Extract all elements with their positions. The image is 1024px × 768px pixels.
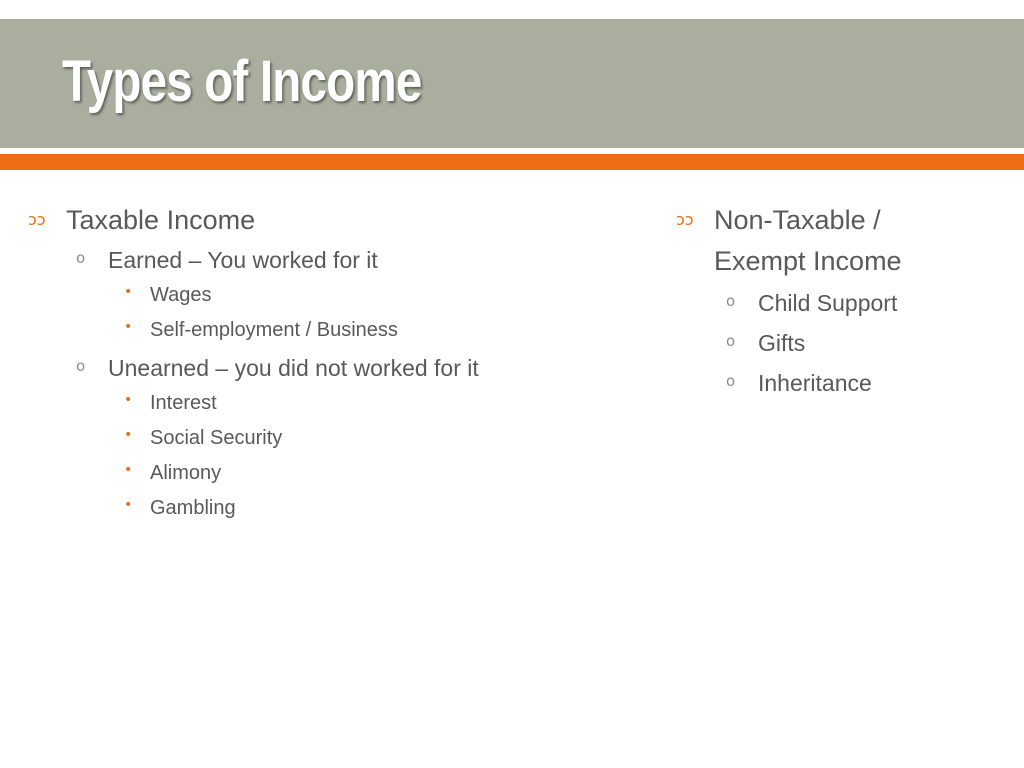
circle-bullet-icon: o [726,292,736,310]
list-item [124,492,628,525]
dot-bullet-icon: • [124,427,133,443]
dot-bullet-icon: • [124,392,133,408]
list-item-text: Gambling [150,497,236,519]
list-item [124,314,628,347]
taxable-income-heading: Taxable Income [66,205,256,235]
list-item-text: Wages [150,284,212,306]
circle-bullet-icon: o [726,332,736,350]
list-item-text: Interest [150,392,217,414]
bullet-unearned [76,351,628,385]
list-item [726,366,1006,400]
dot-bullet-icon: • [124,497,133,513]
bullet-non-taxable-income [676,200,1006,282]
list-item [124,457,628,490]
right-column [676,200,1006,400]
fleuron-bullet-icon: ↄↄ [676,210,694,229]
circle-bullet-icon: o [76,249,86,267]
earned-label: Earned – You worked for it [108,247,378,273]
circle-bullet-icon: o [726,372,736,390]
list-item-text: Social Security [150,427,283,449]
dot-bullet-icon: • [124,462,133,478]
list-item [124,387,628,420]
list-item [124,422,628,455]
bullet-earned [76,243,628,277]
circle-bullet-icon: o [76,357,86,375]
list-item [124,279,628,312]
non-taxable-heading-line2: Exempt Income [714,246,902,276]
list-item [726,286,1006,320]
dot-bullet-icon: • [124,284,133,300]
list-item-text: Inheritance [758,370,872,396]
non-taxable-heading-line1: Non-Taxable / [714,205,881,235]
list-item [726,326,1006,360]
non-taxable-heading [714,200,902,282]
list-item-text: Child Support [758,290,898,316]
fleuron-bullet-icon: ↄↄ [28,210,46,229]
list-item-text: Gifts [758,330,806,356]
list-item-text: Self-employment / Business [150,319,398,341]
bullet-taxable-income [28,200,628,241]
list-item-text: Alimony [150,462,222,484]
unearned-label: Unearned – you did not worked for it [108,355,479,381]
slide-title: Types of Income [62,49,422,114]
accent-bar [0,154,1024,170]
left-column [28,200,628,525]
dot-bullet-icon: • [124,319,133,335]
